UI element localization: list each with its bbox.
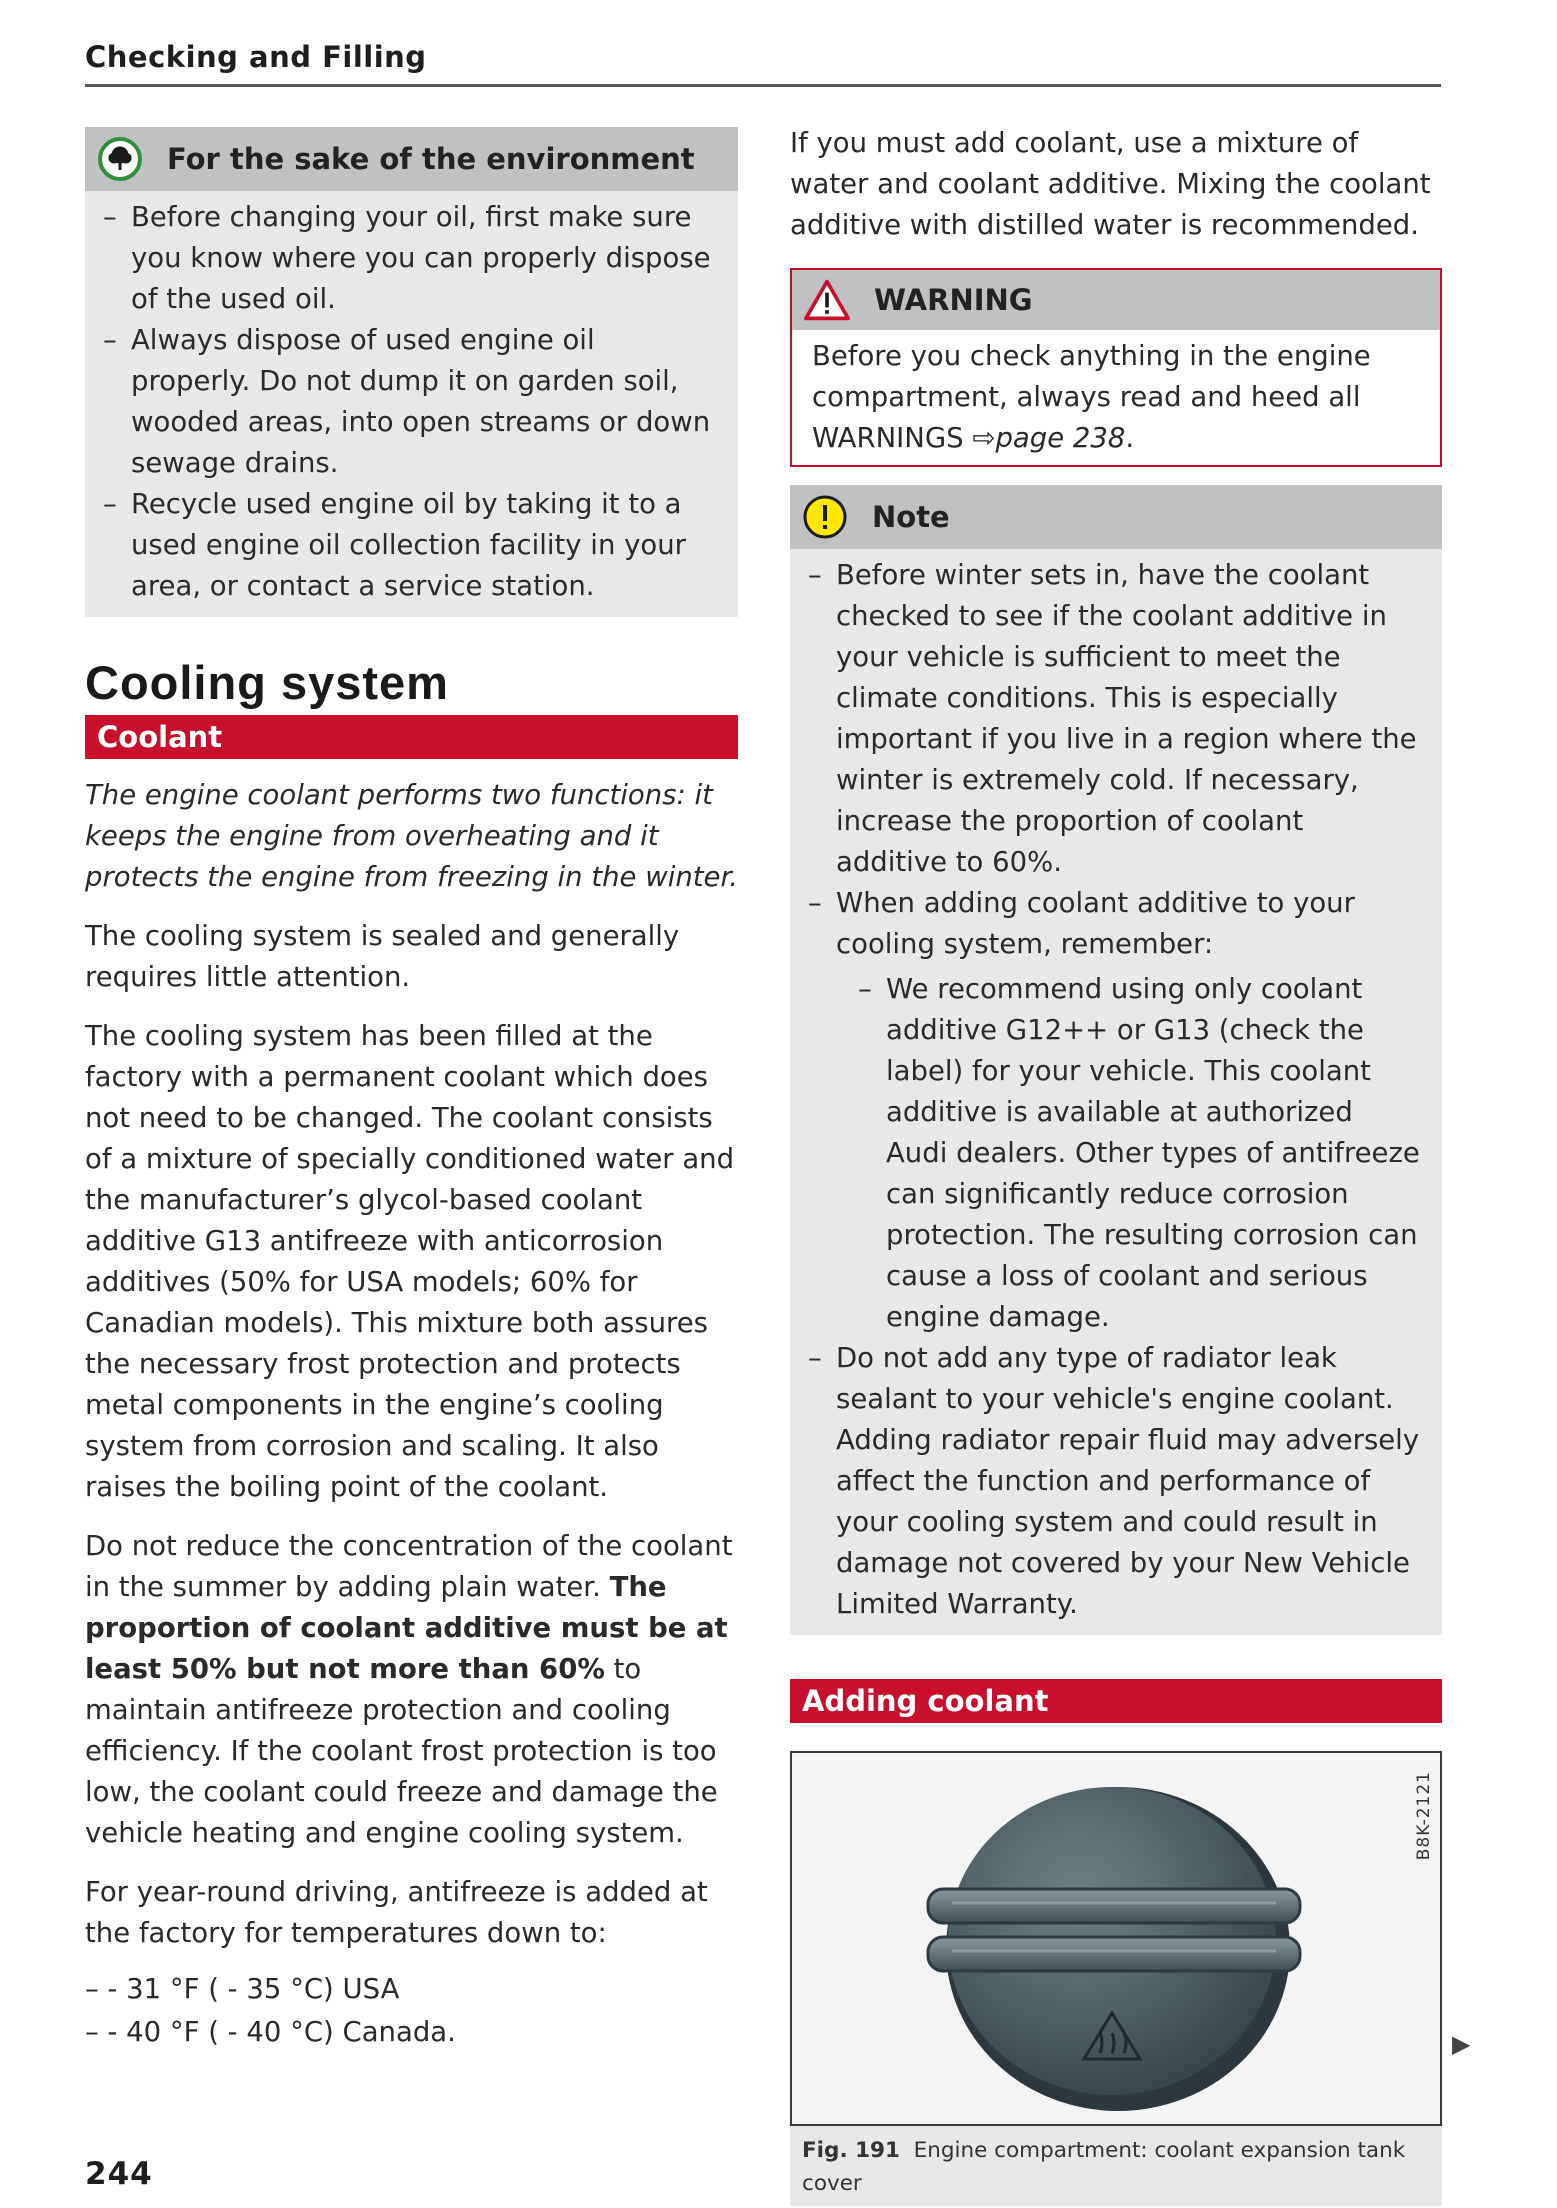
- temperature-list: [85, 1968, 738, 2054]
- warning-box-header: [792, 270, 1440, 330]
- paragraph: For year-round driving, antifreeze is added at the factory for temperatures down to:: [85, 1876, 708, 1949]
- note-box-header: [790, 485, 1442, 549]
- header-divider: [85, 84, 1441, 87]
- list-item-text: When adding coolant additive to your cooling system, remember:: [836, 887, 1355, 960]
- page-number: 244: [85, 2156, 153, 2192]
- note-box: [790, 485, 1442, 1635]
- left-column: [85, 127, 738, 2054]
- coolant-intro: The engine coolant performs two functions: it keeps the engine from overheating and it protects the engine from freezing in the winter.: [85, 779, 739, 893]
- paragraph-emphasis: The proportion of coolant additive must be at least 50% but not more than 60%: [85, 1571, 728, 1685]
- figure-caption: [790, 2126, 1442, 2206]
- list-item: [808, 883, 1422, 1338]
- note-box-title: Note: [872, 500, 950, 534]
- paragraph: The cooling system has been filled at the factory with a permanent coolant which does not need to be changed. The coolant consists of a mixture of specially conditioned water and the manufacturer’s glycol-based coolant additive G13 antifreeze with anticorrosion additives (50% for USA models; 60% for Canadian models). This mixture both assures the necessary frost protection and protects metal components in the engine’s cooling system from corrosion and scaling. It also raises the boiling point of the coolant.: [85, 1020, 735, 1503]
- section-title: Cooling system: [85, 656, 449, 709]
- coolant-cap-illustration: [792, 1753, 1442, 2126]
- paragraph-text: Do not reduce the concentration of the coolant in the summer by adding plain water.: [85, 1530, 733, 1603]
- list-item: – Before winter sets in, have the coolant checked to see if the coolant additive in your vehicle is sufficient to meet the climate conditions. This is especially important if you live in a region where the winter is extremely cold. If necessary, increase the proportion of coolant additive to 60%.: [808, 555, 1422, 883]
- environment-box-title: For the sake of the environment: [167, 142, 695, 176]
- warning-box: [790, 268, 1442, 467]
- figure-caption-text: Engine compartment: coolant expansion tank cover: [802, 2138, 1406, 2196]
- list-item: – Always dispose of used engine oil properly. Do not dump it on garden soil, wooded areas, into open streams or down sewage drains.: [103, 320, 718, 484]
- paragraph: The cooling system is sealed and generally requires little attention.: [85, 920, 680, 993]
- page-reference-link[interactable]: page 238: [995, 422, 1126, 454]
- continue-arrow-icon: ▶: [1452, 2030, 1471, 2058]
- environment-box-body: [85, 191, 738, 617]
- warning-triangle-icon: [804, 277, 850, 323]
- environment-box-header: [85, 127, 738, 191]
- paragraph: [85, 1526, 738, 1854]
- list-item: – - 40 °F ( - 40 °C) Canada.: [85, 2016, 456, 2048]
- warning-box-body: [792, 330, 1440, 465]
- paragraph-text: to maintain antifreeze protection and cooling efficiency. If the coolant frost protection is too low, the coolant could freeze and damage the vehicle heating and engine cooling system.: [85, 1653, 718, 1849]
- right-column: [790, 127, 1442, 2206]
- arrow-reference-icon: ⇨: [972, 422, 996, 454]
- list-item: – - 31 °F ( - 35 °C) USA: [85, 1973, 400, 2005]
- note-box-body: [790, 549, 1442, 1635]
- list-item: – Do not add any type of radiator leak sealant to your vehicle's engine coolant. Adding radiator repair fluid may adversely affect the function and performance of your cooling system and could result in damage not covered by your New Vehicle Limited Warranty.: [808, 1338, 1422, 1625]
- exclamation-icon: [802, 494, 848, 540]
- adding-coolant-heading: Adding coolant: [790, 1679, 1442, 1723]
- environment-box: [85, 127, 738, 617]
- warning-box-title: WARNING: [874, 283, 1033, 317]
- list-item: – Before changing your oil, first make sure you know where you can properly dispose of the used oil.: [103, 197, 718, 320]
- sub-list-item: – We recommend using only coolant additive G12++ or G13 (check the label) for your vehicle. This coolant additive is available at authorized Audi dealers. Other types of antifreeze can significantly reduce corrosion protection. The resulting corrosion can cause a loss of coolant and serious engine damage.: [858, 969, 1422, 1338]
- warning-text-end: .: [1125, 422, 1135, 454]
- list-item: – Recycle used engine oil by taking it to a used engine oil collection facility in your area, or contact a service station.: [103, 484, 718, 607]
- coolant-heading: Coolant: [85, 715, 738, 759]
- figure-label: Fig. 191: [802, 2138, 900, 2163]
- tree-icon: [97, 136, 143, 182]
- figure-code: B8K-2121: [1414, 1771, 1434, 1861]
- page-header-title: Checking and Filling: [85, 40, 427, 74]
- warning-text: Before you check anything in the engine compartment, always read and heed all WARNINGS: [812, 340, 1371, 454]
- expansion-tank-figure: [790, 1751, 1442, 2126]
- paragraph: If you must add coolant, use a mixture of water and coolant additive. Mixing the coolant additive with distilled water is recommended.: [790, 127, 1431, 241]
